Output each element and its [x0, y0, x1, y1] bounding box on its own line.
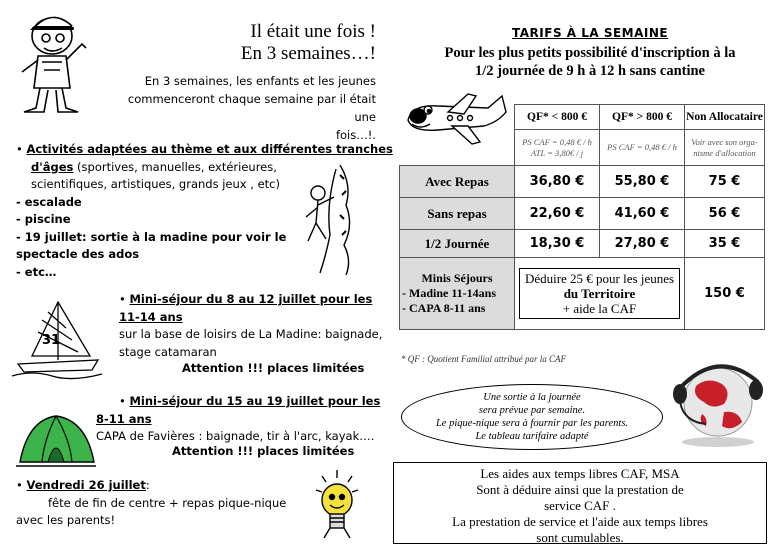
catamaran-illustration	[12, 300, 104, 380]
note-qf-under-800	[515, 130, 600, 166]
minis-label: Minis Séjours	[421, 271, 493, 285]
minis-item-madine: - Madine 11-14ans	[402, 286, 497, 300]
bullet-icon: •	[119, 394, 126, 408]
mini2-desc: CAPA de Favières : baignade, tir à l'arc, kayak….	[96, 429, 375, 443]
oval-line3: Le pique-nique sera à fournir par les parents.	[435, 418, 629, 429]
aides-line1: Les aides aux temps libres CAF, MSA	[480, 466, 680, 481]
activities-heading-line1: Activités adaptées au thème et aux différentes tranches	[26, 142, 393, 156]
globe-headset-illustration	[662, 352, 770, 448]
aides-line5: sont cumulables.	[536, 530, 624, 545]
aides-line4: La prestation de service et l'aide aux temps libres	[452, 514, 708, 529]
price-cell-minis: 150 €	[685, 258, 765, 330]
price-cell: 22,60 €	[515, 198, 600, 230]
mini-sejour-2	[96, 393, 381, 446]
table-notes-row	[400, 130, 765, 166]
intro-line1: En 3 semaines, les enfants et les jeunes	[144, 74, 376, 88]
climber-illustration	[296, 165, 358, 275]
table-header-row	[400, 105, 765, 130]
price-cell: 56 €	[685, 198, 765, 230]
price-cell: 27,80 €	[600, 230, 685, 258]
note-non-allocataire	[685, 130, 765, 166]
aides-line2: Sont à déduire ainsi que la prestation de	[476, 482, 684, 497]
oval-line4: Le tableau tarifaire adapté	[475, 431, 589, 442]
aides-line3: service CAF .	[544, 498, 616, 513]
note-atl: ATL = 3,80€ / j	[530, 147, 584, 158]
row-label-sans-repas: Sans repas	[400, 198, 515, 230]
friday-title: Vendredi 26 juillet	[26, 478, 146, 492]
friday-colon: :	[145, 478, 150, 492]
row-label-avec-repas: Avec Repas	[400, 166, 515, 198]
item-etc: - etc…	[16, 264, 57, 279]
oval-line2: sera prévue par semaine.	[478, 405, 586, 416]
friday-desc-line2: avec les parents!	[16, 513, 116, 527]
note-ps-caf-2: PS CAF = 0,48 € / h	[607, 142, 677, 152]
minis-deduct-line2: du Territoire	[563, 286, 636, 301]
minis-deduct-line3: + aide la CAF	[562, 301, 637, 316]
intro-text	[110, 72, 376, 144]
price-cell: 35 €	[685, 230, 765, 258]
minis-item-capa: - CAPA 8-11 ans	[402, 301, 486, 315]
note-voir-line2: nisme d'allocation	[693, 147, 756, 158]
price-cell: 55,80 €	[600, 166, 685, 198]
price-cell: 36,80 €	[515, 166, 600, 198]
price-cell: 41,60 €	[600, 198, 685, 230]
july19-line2: spectacle des ados	[16, 247, 140, 261]
minis-deduct-cell	[515, 258, 685, 330]
intro-line3: fois…!.	[335, 128, 376, 142]
header-qf-under-800: QF* < 800 €	[515, 105, 600, 130]
mini1-title-line1: Mini-séjour du 8 au 12 juillet pour les	[129, 292, 373, 306]
footnote: * QF : Quotient Familial attribué par la CAF	[401, 354, 566, 364]
price-cell: 18,30 €	[515, 230, 600, 258]
bullet-icon: •	[16, 142, 23, 156]
subtitle-line2: 1/2 journée de 9 h à 12 h sans cantine	[474, 63, 705, 79]
item-escalade: - escalade	[16, 194, 82, 209]
intro-line2: commenceront chaque semaine par il était une	[127, 92, 376, 124]
price-cell: 75 €	[685, 166, 765, 198]
note-ps-caf: PS CAF = 0,48 € / h	[522, 136, 592, 147]
mini1-desc-line2: stage catamaran	[119, 344, 217, 359]
title-line2: En 3 semaines…!	[240, 43, 376, 64]
tarifs-title: TARIFS À LA SEMAINE	[512, 26, 669, 40]
subtitle-line1: Pour les plus petits possibilité d'inscription à la	[444, 45, 736, 61]
tarifs-subtitle	[410, 44, 770, 80]
page-title	[190, 21, 376, 65]
header-non-allocataire: Non Allocataire	[685, 105, 765, 130]
lightbulb-illustration	[314, 468, 360, 540]
mini2-warning: Attention !!! places limitées	[172, 444, 355, 458]
mini2-title-line2: 8-11 ans	[96, 411, 152, 426]
activities-detail-line2: scientifiques, artistiques, grands jeux , etc)	[31, 177, 280, 191]
minis-deduct-line1: Déduire 25 € pour les jeunes	[524, 271, 675, 286]
mini1-warning: Attention !!! places limitées	[182, 361, 365, 375]
mini1-title-line2: 11-14 ans	[119, 309, 183, 324]
sail-number: 31	[42, 333, 61, 348]
bullet-icon: •	[119, 292, 126, 306]
note-voir-line1: Voir avec son orga-	[691, 136, 758, 147]
bullet-icon: •	[16, 478, 23, 492]
mini-sejour-1	[119, 291, 383, 361]
item-piscine: - piscine	[16, 212, 71, 226]
sortie-oval	[401, 384, 663, 450]
table-row	[400, 230, 765, 258]
july19-line1: - 19 juillet: sortie à la madine pour voir le	[16, 229, 287, 244]
row-label-minis	[400, 258, 515, 330]
table-row	[400, 166, 765, 198]
mini2-title-line1: Mini-séjour du 15 au 19 juillet pour les	[129, 394, 381, 408]
tarif-table	[399, 104, 765, 330]
aides-box	[393, 462, 767, 544]
minis-deduct-box	[519, 268, 680, 319]
activities-detail-line1: (sportives, manuelles, extérieures,	[77, 159, 277, 174]
row-label-demi-journee: 1/2 Journée	[400, 230, 515, 258]
activities-heading-line2: d'âges	[31, 159, 74, 174]
table-row-minis	[400, 258, 765, 330]
friday-desc-line1: fête de fin de centre + repas pique-nique	[48, 495, 287, 510]
mini1-desc-line1: sur la base de loisirs de La Madine: baignade,	[119, 327, 383, 341]
table-row	[400, 198, 765, 230]
tent-illustration	[14, 410, 98, 470]
title-line1: Il était une fois !	[250, 21, 376, 42]
mascot-illustration	[14, 8, 92, 120]
note-qf-over-800	[600, 130, 685, 166]
friday-block	[16, 477, 316, 530]
header-qf-over-800: QF* > 800 €	[600, 105, 685, 130]
oval-line1: Une sortie à la journée	[483, 392, 581, 403]
